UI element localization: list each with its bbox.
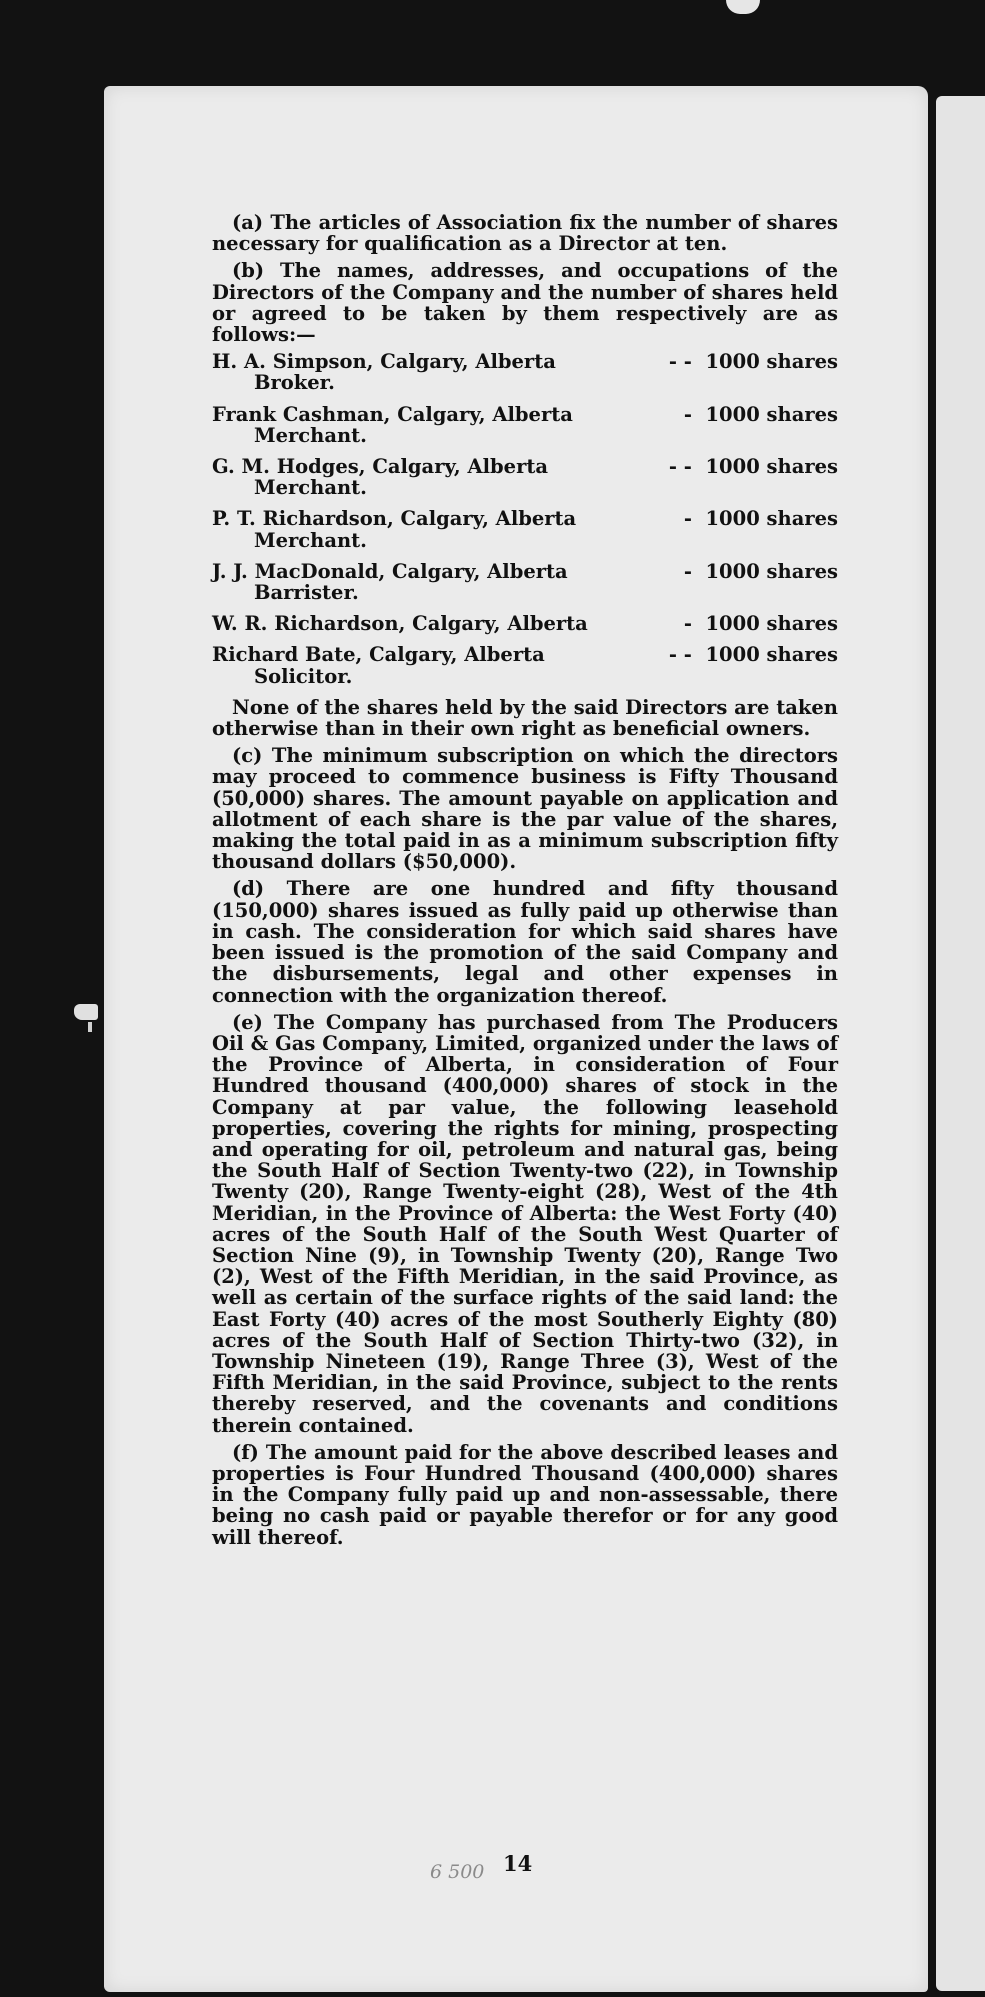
director-dash: - - [668,350,692,374]
director-entry [212,613,838,634]
director-occupation: Merchant. [254,476,367,500]
director-name: Richard Bate, Calgary, Alberta [212,643,545,667]
director-entry [212,456,838,498]
director-name: W. R. Richardson, Calgary, Alberta [212,612,588,636]
director-dash: - - [668,455,692,479]
director-entry [212,351,838,393]
director-shares: 1000 shares [705,350,838,374]
director-dash: - [683,402,692,426]
director-dash: - [683,507,692,531]
pencil-annotation: 6 500 [430,1861,485,1883]
directors-list [212,351,838,687]
director-entry [212,644,838,686]
page-number: 14 [503,1851,533,1876]
paragraph-c: (c) The minimum subscription on which the directors may proceed to commence business is Fifty Thousand (50,000) shares. The amount payable on application and allotment of each share is the par value of the shares, making the total paid in as a minimum subscription fifty thousand dollars ($50,000). [212,744,838,874]
scan-artifact-left [74,1004,98,1020]
director-shares: 1000 shares [705,643,838,667]
paragraph-none: None of the shares held by the said Directors are taken otherwise than in their own right as beneficial owners. [212,695,838,741]
director-entry [212,561,838,603]
scan-artifact-left-tail [88,1022,92,1032]
director-occupation: Solicitor. [254,664,353,688]
director-occupation: Barrister. [254,581,359,605]
director-shares: 1000 shares [705,455,838,479]
director-shares: 1000 shares [705,507,838,531]
director-dash: - [683,559,692,583]
director-dash: - [683,612,692,636]
director-name: Frank Cashman, Calgary, Alberta [212,402,573,426]
paragraph-b: (b) The names, addresses, and occupations of the Directors of the Company and the number of shares held or agreed to be taken by them respectively are as follows:— [212,259,838,347]
director-shares: 1000 shares [705,559,838,583]
document-text [212,212,838,1554]
director-name: H. A. Simpson, Calgary, Alberta [212,350,556,374]
paragraph-e: (e) The Company has purchased from The Producers Oil & Gas Company, Limited, organized under the laws of the Province of Alberta, in consideration of Four Hundred thousand (400,000) shares of stock in the Company at par value, the following leasehold properties, covering the rights for mining, prospecting and operating for oil, petroleum and natural gas, being the South Half of Section Twenty-two (22), in Township Twenty (20), Range Twenty-eight (28), West of the 4th Meridian, in the Province of Alberta: the West Forty (40) acres of the South Half of the South West Quarter of Section Nine (9), in Township Twenty (20), Range Two (2), West of the Fifth Meridian, in the said Province, as well as certain of the surface rights of the said land: the East Forty (40) acres of the most Southerly Eighty (80) acres of the South Half of Section Thirty-two (32), in Township Nineteen (19), Range Three (3), West of the Fifth Meridian, in the said Province, subject to the rents thereby reserved, and the covenants and conditions therein contained. [212,1010,838,1437]
director-occupation: Broker. [254,371,335,395]
paragraph-f: (f) The amount paid for the above described leases and properties is Four Hundred Thousand (400,000) shares in the Company fully paid up and non-assessable, there being no cash paid or payable therefor or for any good will thereof. [212,1440,838,1549]
director-entry [212,404,838,446]
director-dash: - - [668,643,692,667]
paragraph-d: (d) There are one hundred and fifty thousand (150,000) shares issued as fully paid up otherwise than in cash. The consideration for which said shares have been issued is the promotion of the said Company and the disbursements, legal and other expenses in connection with the organization thereof. [212,877,838,1007]
director-occupation: Merchant. [254,423,367,447]
page-footer [0,1851,985,1891]
director-name: J. J. MacDonald, Calgary, Alberta [212,559,568,583]
director-occupation: Merchant. [254,528,367,552]
director-name: G. M. Hodges, Calgary, Alberta [212,455,549,479]
adjacent-page-edge [936,96,985,1991]
director-shares: 1000 shares [705,402,838,426]
director-entry [212,508,838,550]
director-shares: 1000 shares [705,612,838,636]
paragraph-a: (a) The articles of Association fix the number of shares necessary for qualification as a Director at ten. [212,211,838,256]
scan-artifact-top [726,0,760,14]
director-name: P. T. Richardson, Calgary, Alberta [212,507,577,531]
